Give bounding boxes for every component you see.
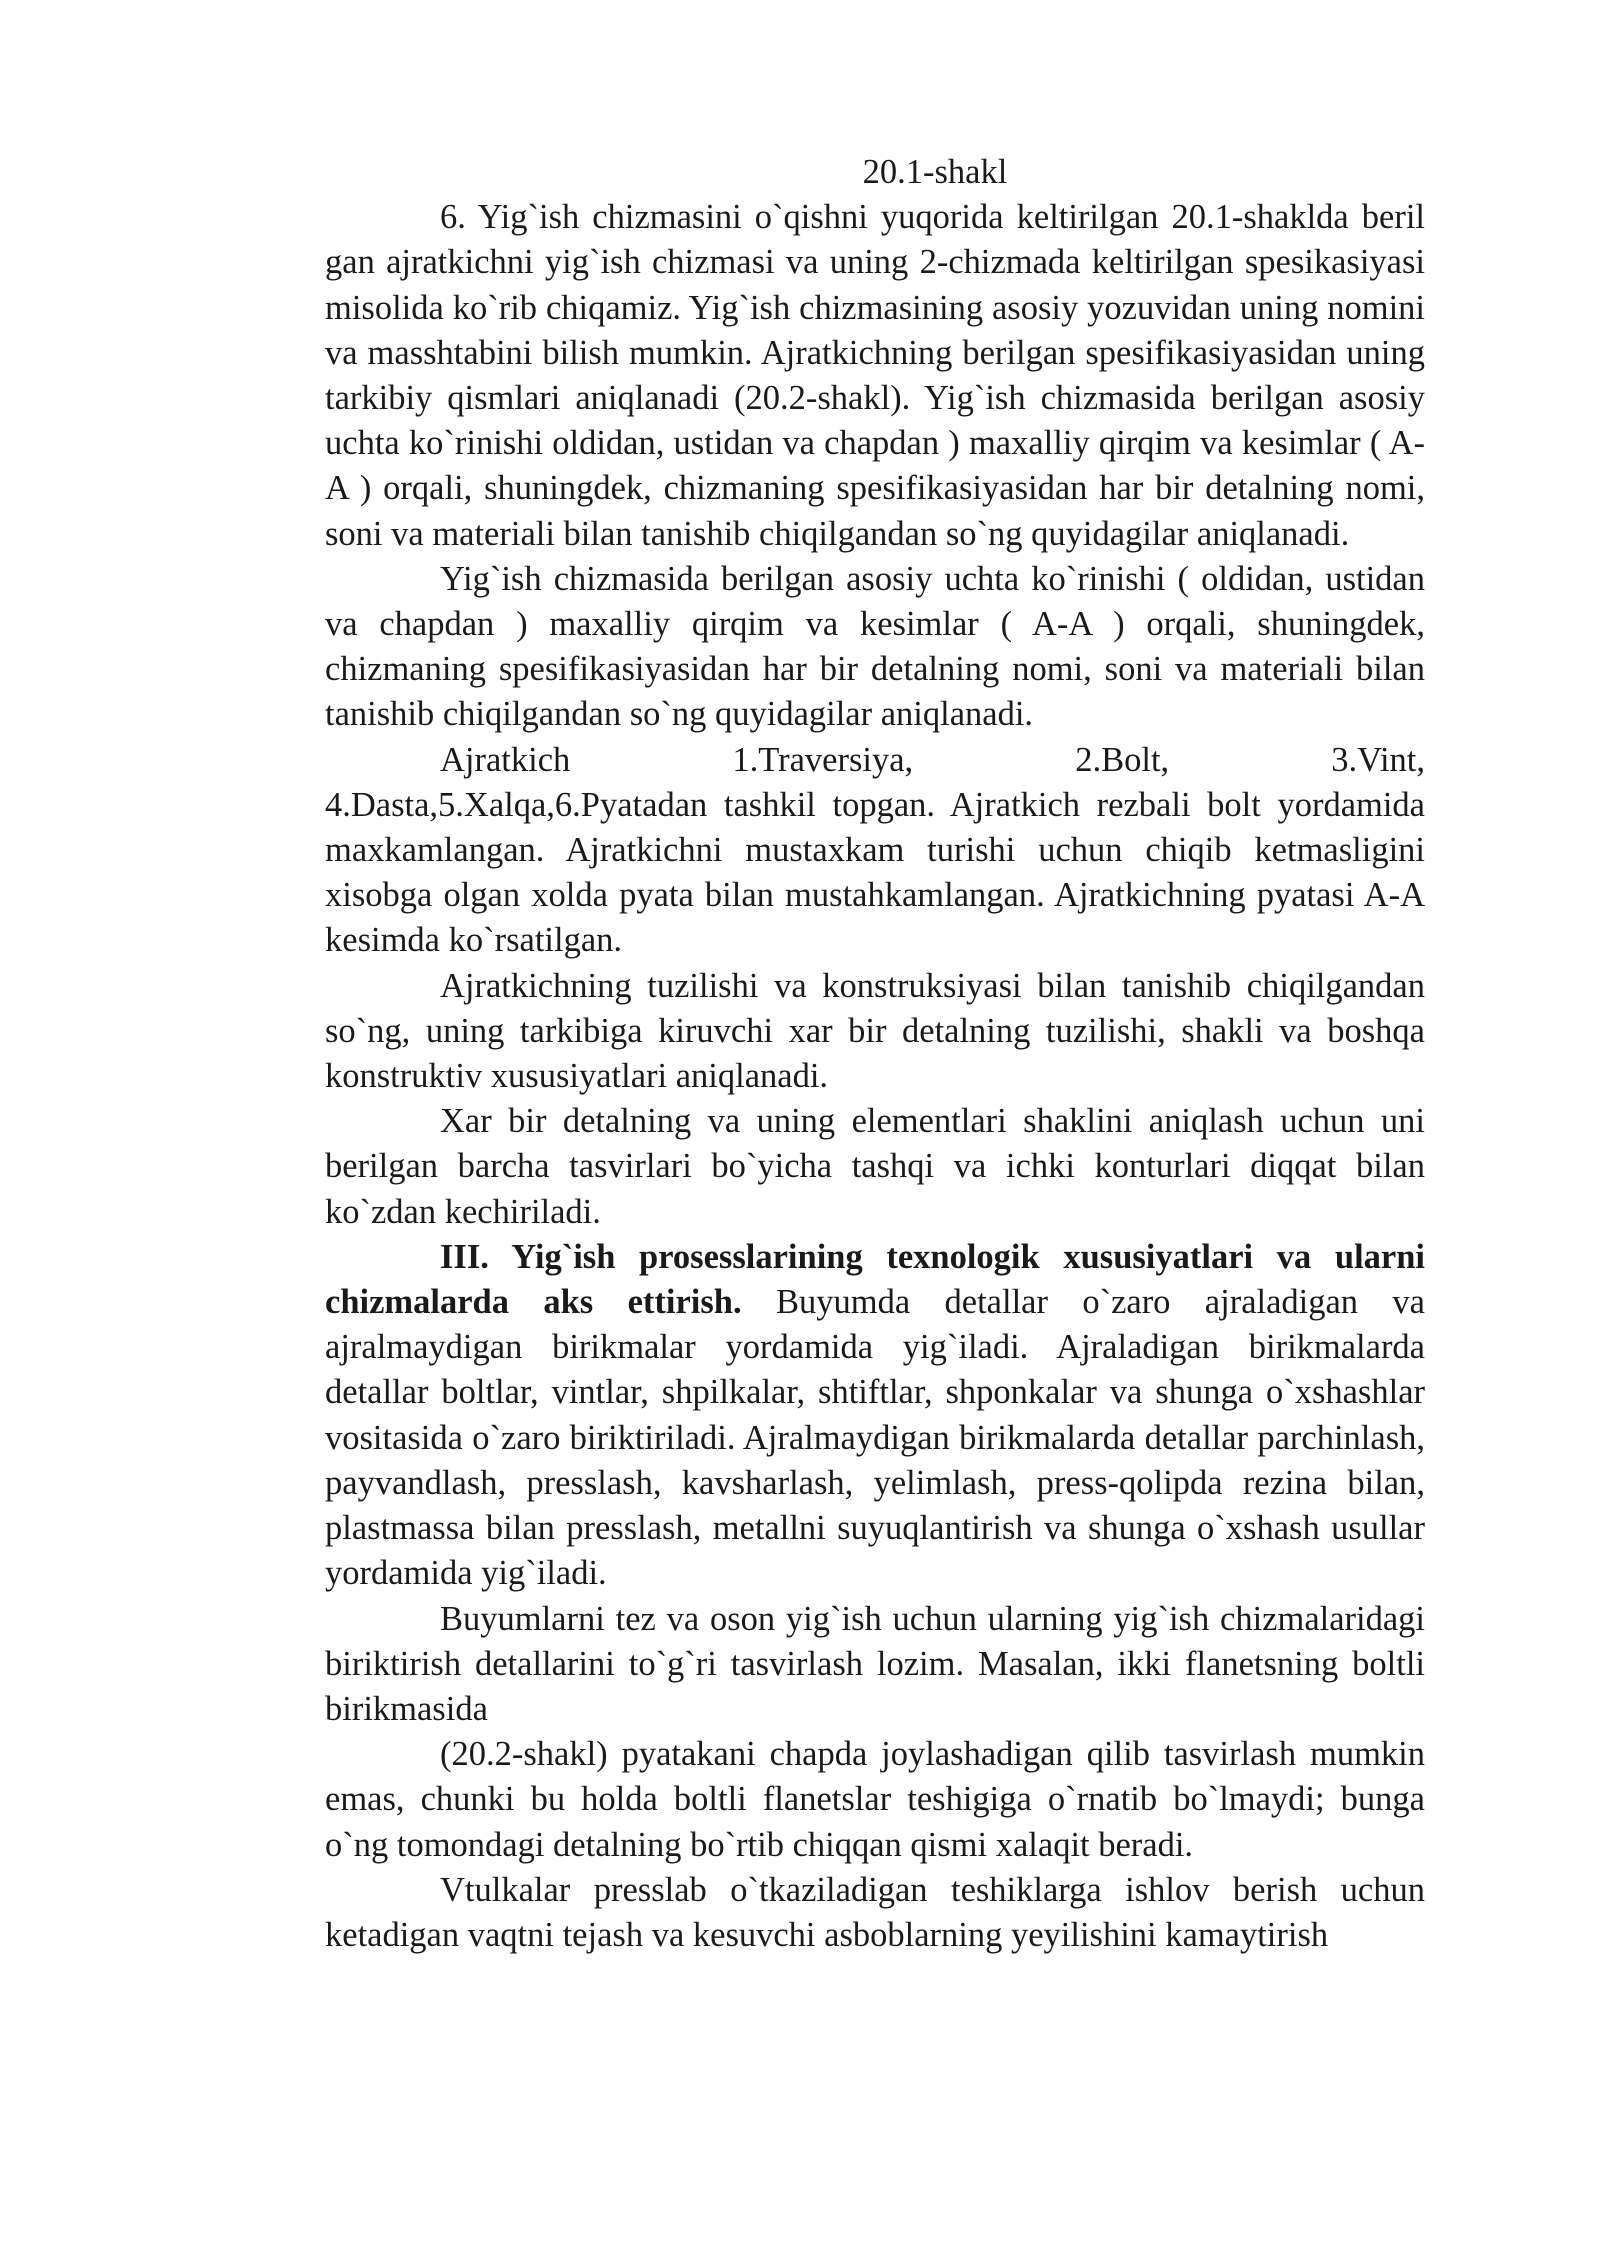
paragraph-bushings: Vtulkalar presslab o`tkaziladigan teshiklarga ishlov berish uchun ketadigan vaqtni tejash va kesuvchi asboblarning yeyilishini kamaytirish (325, 1870, 1425, 1954)
paragraph-construction: Ajratkichning tuzilishi va konstruksiyasi bilan tanishib chiqilgandan so`ng, uning tarkibiga kiruvchi xar bir detalning tuzilishi, shakli va boshqa konstruktiv xususiyatlari aniqlanadi. (325, 966, 1425, 1096)
paragraph-flange-example: (20.2-shakl) pyatakani chapda joylashadigan qilib tasvirlash mumkin emas, chunki bu holda boltli flanetslar teshigiga o`rnatib bo`lmaydi; bunga o`ng tomondagi detalning bo`rtib chiqqan qismi xalaqit beradi. (325, 1735, 1425, 1864)
section-paragraph (325, 1235, 1425, 1597)
paragraph-assembly-drawing-reading: 6. Yig`ish chizmasini o`qishni yuqorida keltirilgan 20.1-shaklda beril gan ajratkichni yig`ish chizmasi va uning 2-chizmada keltirilgan spesikasiyasi misolida ko`rib chiqamiz. Yig`ish chizmasining asosiy yozuvidan uning nomini va masshtabini bilish mumkin. Ajratkichning berilgan spesifikasiyasidan uning tarkibiy qismlari aniqlanadi (20.2-shakl). Yig`ish chizmasida berilgan asosiy uchta ko`rinishi oldidan, ustidan va chapdan ) maxalliy qirqim va kesimlar ( A-A ) orqali, shuningdek, chizmaning spesifikasiyasidan har bir detalning nomi, soni va materiali bilan tanishib chiqilgandan so`ng quyidagilar aniqlanadi. (325, 198, 1425, 553)
paragraph-main-views: Yig`ish chizmasida berilgan asosiy uchta ko`rinishi ( oldidan, ustidan va chapdan ) maxalliy qirqim va kesimlar ( A-A ) orqali, shuningdek, chizmaning spesifikasiyasidan har bir detalning nomi, soni va materiali bilan tanishib chiqilgandan so`ng quyidagilar aniqlanadi. (325, 559, 1425, 734)
document-page (325, 150, 1425, 1958)
paragraph-parts-list: 4.Dasta,5.Xalqa,6.Pyatadan tashkil topgan. Ajratkich rezbali bolt yordamida maxkamlangan. Ajratkichni mustaxkam turishi uchun chiqib ketmasligini xisobga olgan xolda pyata bilan mustahkamlangan. Ajratkichning pyatasi A-A kesimda ko`rsatilgan. (325, 785, 1425, 960)
paragraph-fast-assembly: Buyumlarni tez va oson yig`ish uchun ularning yig`ish chizmalaridagi biriktirish detallarini to`g`ri tasvirlash lozim. Masalan, ikki flanetsning boltli birikmasida (325, 1599, 1425, 1728)
paragraph-parts-list-start: Ajratkich 1.Traversiya, 2.Bolt, 3.Vint, (440, 740, 1425, 779)
section-heading: III. Yig`ish prosesslarining texnologik xususiyatlari va ularni chizmalarda aks ettirish. (325, 1237, 1425, 1322)
paragraph-detail-shape: Xar bir detalning va uning elementlari shaklini aniqlash uchun uni berilgan barcha tasvirlari bo`yicha tashqi va ichki konturlari diqqat bilan ko`zdan kechiriladi. (325, 1102, 1425, 1231)
figure-caption: 20.1-shakl (862, 153, 1008, 191)
section-text: Buyumda detallar o`zaro ajraladigan va ajralmaydigan birikmalar yordamida yig`iladi. Ajraladigan birikmalarda detallar boltlar, vintlar, shpilkalar, shtiftlar, shponkalar va shunga o`xshashlar vositasida o`zaro biriktiriladi. Ajralmaydigan birikmalarda detallar parchinlash, payvandlash, presslash, kavsharlash, yelimlash, press-qolipda rezina bilan, plastmassa bilan presslash, metallni suyuqlantirish va shunga o`xshash usullar yordamida yig`iladi. (325, 1283, 1425, 1593)
